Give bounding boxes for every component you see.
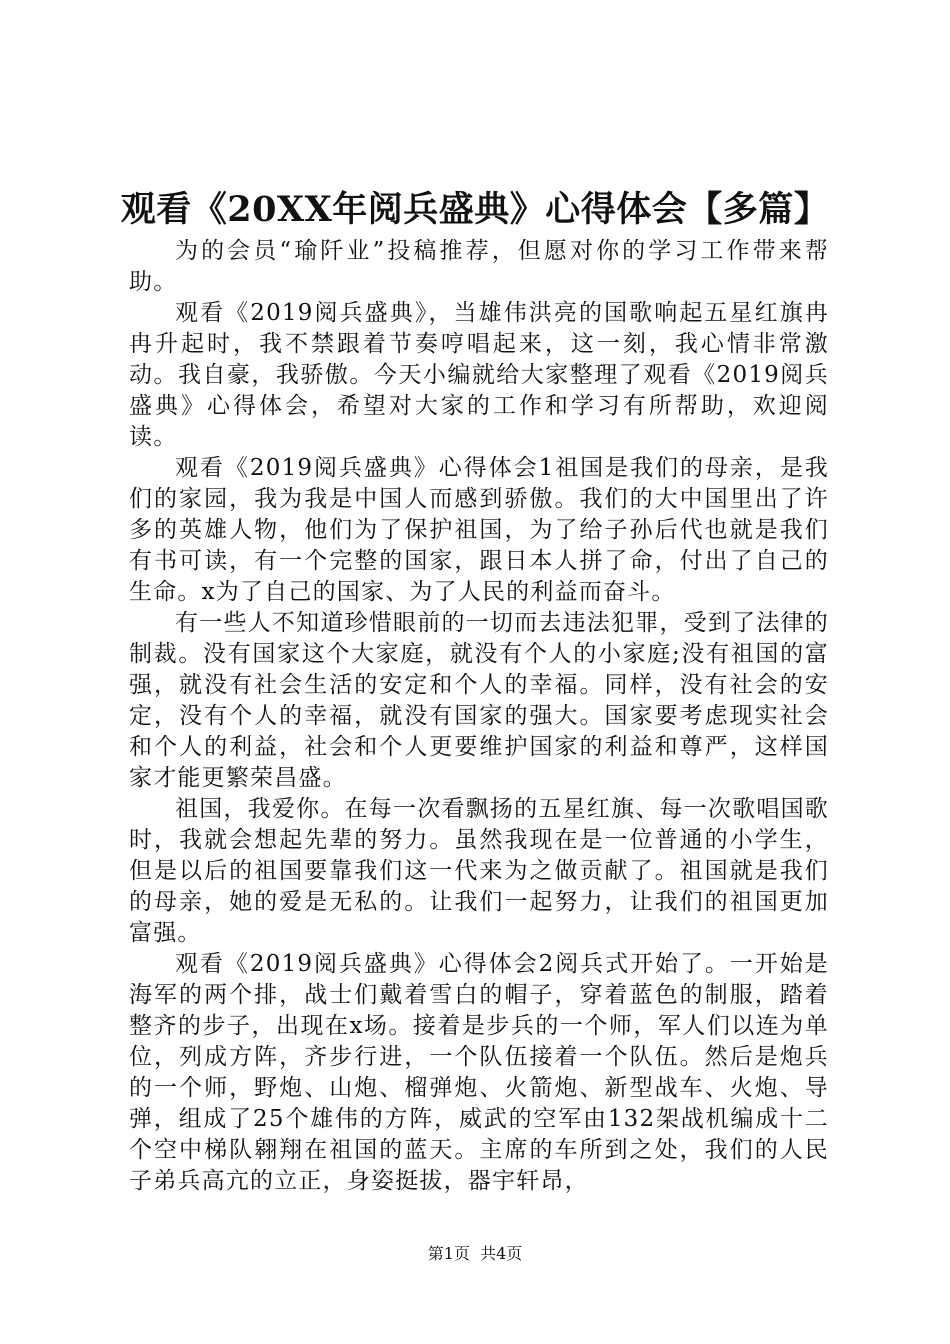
document-body: [129, 236, 829, 1197]
page-indicator: 第1页 共4页: [427, 1244, 523, 1263]
paragraph-essay-1-middle: 有一些人不知道珍惜眼前的一切而去违法犯罪，受到了法律的制裁。没有国家这个大家庭，就没有个人的小家庭;没有祖国的富强，就没有社会生活的安定和个人的幸福。同样，没有社会的安定，没有个人的幸福，就没有国家的强大。国家要考虑现实社会和个人的利益，社会和个人更要维护国家的利益和尊严，这样国家才能更繁荣昌盛。: [129, 610, 829, 791]
paragraph-intro: 为的会员“瑜阡业”投稿推荐，但愿对你的学习工作带来帮助。: [129, 238, 829, 295]
paragraph-essay-1-start: 观看《2019阅兵盛典》心得体会1祖国是我们的母亲，是我们的家园，我为我是中国人而感到骄傲。我们的大中国里出了许多的英雄人物，他们为了保护祖国，为了给子孙后代也就是我们有书可读，有一个完整的国家，跟日本人拼了命，付出了自己的生命。x为了自己的国家、为了人民的利益而奋斗。: [129, 455, 829, 605]
document-title: 观看《20XX年阅兵盛典》心得体会【多篇】: [120, 189, 830, 230]
paragraph-essay-2-start: 观看《2019阅兵盛典》心得体会2阅兵式开始了。一开始是海军的两个排，战士们戴着雪白的帽子，穿着蓝色的制服，踏着整齐的步子，出现在x场。接着是步兵的一个师，军人们以连为单位，列成方阵，齐步行进，一个队伍接着一个队伍。然后是炮兵的一个师，野炮、山炮、榴弹炮、火箭炮、新型战车、火炮、导弹，组成了25个雄伟的方阵，威武的空军由132架战机编成十二个空中梯队翱翔在祖国的蓝天。主席的车所到之处，我们的人民子弟兵高亢的立正，身姿挺拔，器宇轩昂，: [129, 951, 829, 1194]
paragraph-essay-1-end: 祖国，我爱你。在每一次看飘扬的五星红旗、每一次歌唱国歌时，我就会想起先辈的努力。虽然我现在是一位普通的小学生，但是以后的祖国要靠我们这一代来为之做贡献了。祖国就是我们的母亲，她的爱是无私的。让我们一起努力，让我们的祖国更加富强。: [129, 796, 829, 946]
paragraph-opening: 观看《2019阅兵盛典》，当雄伟洪亮的国歌响起五星红旗冉冉升起时，我不禁跟着节奏哼唱起来，这一刻，我心情非常激动。我自豪，我骄傲。今天小编就给大家整理了观看《2019阅兵盛典》心得体会，希望对大家的工作和学习有所帮助，欢迎阅读。: [129, 300, 829, 450]
